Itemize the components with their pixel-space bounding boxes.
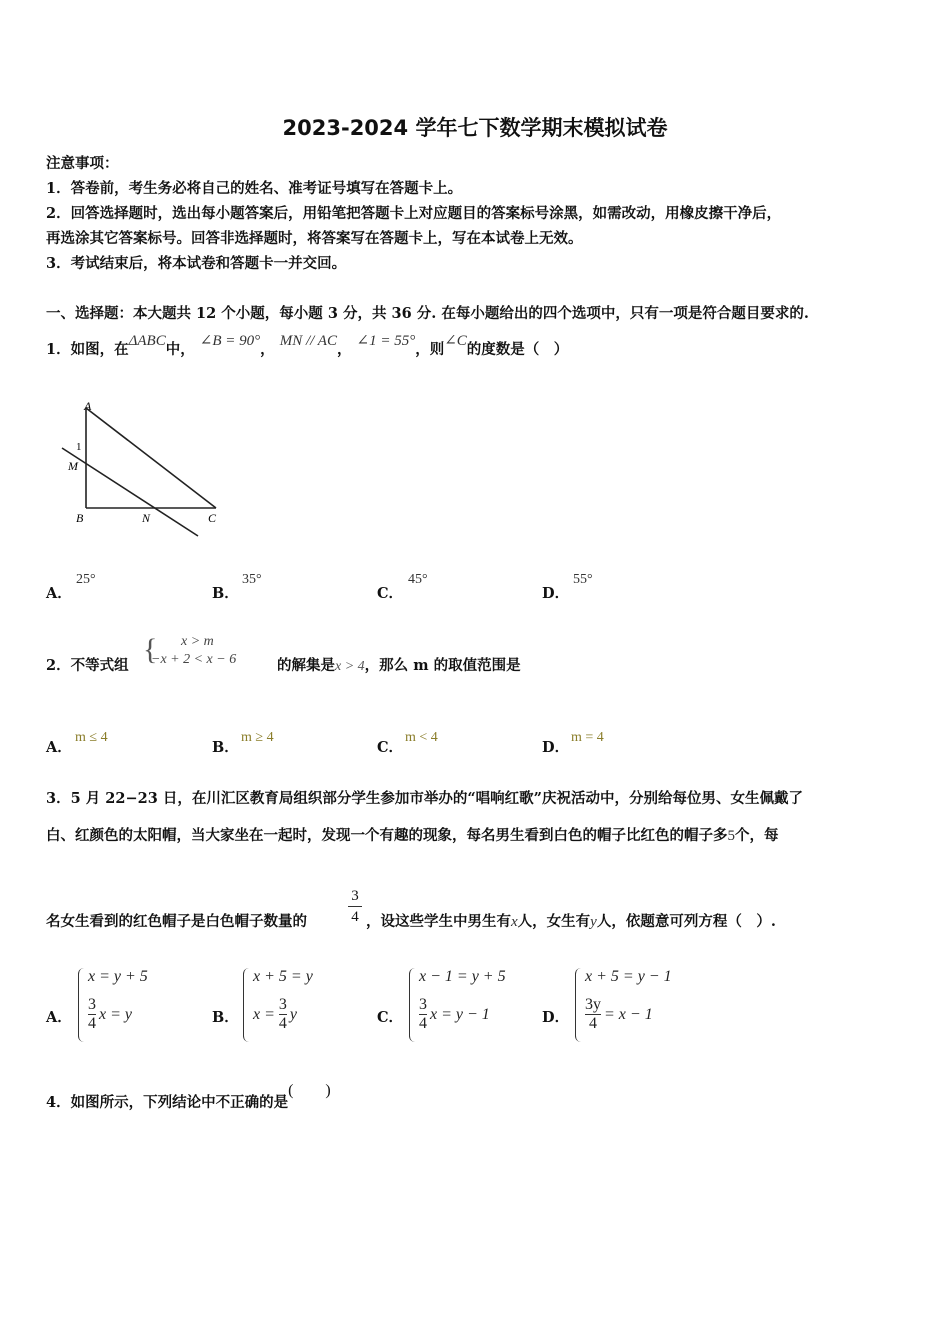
q2-mid — [277, 654, 521, 675]
q3-option-b-label: B． — [212, 1009, 239, 1026]
eq-pre: x = — [253, 1005, 279, 1023]
q1-option-c-label: C． — [377, 585, 404, 602]
q3-option-b-system — [243, 966, 353, 1046]
eq-num: 3 — [278, 996, 287, 1013]
eq-post: x = y — [99, 1005, 132, 1023]
page-title: 2023-2024 学年七下数学期末模拟试卷 — [282, 116, 668, 140]
q1-math-triangle: ΔABC — [128, 333, 166, 349]
eq-fraction — [585, 996, 601, 1033]
q1-triangle-figure — [58, 396, 228, 541]
q1-math-angle-1: ∠1 = 55° — [356, 333, 416, 349]
q4-text: 4．如图所示，下列结论中不正确的是 — [46, 1094, 289, 1111]
notice-item: 3．考试结束后，将本试卷和答题卡一并交回。 — [46, 255, 347, 272]
q2-text: 的解集是 — [277, 657, 335, 674]
q3-line-3b — [366, 910, 776, 931]
q2-system — [143, 632, 273, 672]
notice-item: 2．回答选择题时，选出每小题答案后，用铅笔把答题卡上对应题目的答案标号涂黑，如需改动，用橡皮擦干净后， — [46, 205, 782, 222]
eq-post: = x − 1 — [604, 1005, 653, 1023]
q2-option-c-label: C． — [377, 739, 404, 756]
q2-option-a-value: m ≤ 4 — [75, 730, 108, 745]
q3-option-d-label: D． — [542, 1009, 570, 1026]
q3-line-1: 3．5 月 22−23 日，在川汇区教育局组织部分学生参加市举办的“唱响红歌”庆祝活动中，分别给每位男、女生佩戴了 — [46, 790, 804, 807]
q3-text: 人，女生有 — [517, 913, 591, 930]
q1-option-a-label: A． — [46, 585, 72, 602]
label-n: N — [142, 511, 151, 525]
equation-top: x + 5 = y − 1 — [585, 968, 672, 985]
notice-heading: 注意事项： — [46, 155, 119, 172]
q3-option-d-system — [575, 966, 705, 1046]
q1-option-d-value: 55° — [573, 572, 593, 587]
q3-var-x: x — [511, 914, 518, 930]
system-brace — [575, 968, 582, 1042]
q4-paren: ( ) — [288, 1082, 331, 1099]
q2-system-bottom: −x + 2 < x − 6 — [151, 652, 237, 667]
q2-prefix: 2．不等式组 — [46, 657, 129, 674]
label-c: C — [208, 511, 217, 525]
equation-bottom — [419, 996, 490, 1033]
q3-text: 白、红颜色的太阳帽，当大家坐在一起时，发现一个有趣的现象，每名男生看到白色的帽子比红色的帽子多 — [46, 827, 728, 844]
q2-option-b-label: B． — [212, 739, 239, 756]
q3-fraction — [348, 886, 362, 927]
notice-item: 1．答卷前，考生务必将自己的姓名、准考证号填写在答题卡上。 — [46, 180, 463, 197]
q1-text: ， — [336, 341, 352, 358]
q1-text: 1．如图，在 — [46, 341, 129, 358]
q1-option-d-label: D． — [542, 585, 570, 602]
q1-math-angle-c: ∠C — [444, 333, 467, 349]
q3-fraction-den: 4 — [351, 909, 359, 925]
label-m: M — [68, 459, 78, 473]
eq-post: y — [289, 1005, 298, 1023]
q1-math-angle-b: ∠B = 90° — [199, 333, 261, 349]
equation-bottom — [88, 996, 132, 1033]
section-heading: 一、选择题：本大题共 12 个小题，每小题 3 分，共 36 分. 在每小题给出的四个选项中，只有一项是符合题目要求的. — [46, 305, 809, 322]
q2-option-d-value: m = 4 — [571, 730, 604, 745]
eq-num: 3y — [585, 996, 601, 1013]
eq-num: 3 — [419, 996, 427, 1013]
q1-option-b-label: B． — [212, 585, 239, 602]
q2-option-d-label: D． — [542, 739, 570, 756]
q3-option-a-label: A． — [46, 1009, 72, 1026]
q1-text: ，则 — [415, 341, 445, 358]
q3-number: 5 — [727, 828, 735, 844]
q2-solution: x > 4 — [335, 659, 365, 674]
label-1: 1 — [76, 441, 82, 453]
q1-option-a-value: 25° — [76, 572, 96, 587]
eq-fraction — [419, 996, 427, 1033]
question-4 — [46, 1082, 331, 1112]
eq-den: 4 — [419, 1015, 427, 1032]
q3-text: ，设这些学生中男生有 — [366, 913, 511, 930]
q3-fraction-num: 3 — [348, 886, 362, 907]
q3-option-c-label: C． — [377, 1009, 404, 1026]
eq-den: 4 — [278, 1015, 287, 1032]
equation-top: x + 5 = y — [253, 968, 313, 985]
label-a: A — [84, 399, 92, 413]
label-b: B — [76, 511, 84, 525]
q3-text: 人，依题意可列方程（ ）. — [596, 913, 776, 930]
q3-text: 个，每 — [735, 827, 779, 844]
q3-var-y: y — [590, 914, 597, 930]
q1-option-c-value: 45° — [408, 572, 428, 587]
notice-item: 再选涂其它答案标号。回答非选择题时，将答案写在答题卡上，写在本试卷上无效。 — [46, 230, 583, 247]
system-brace — [78, 968, 85, 1042]
equation-bottom — [253, 996, 297, 1033]
q1-math-parallel: MN // AC — [279, 333, 337, 349]
q3-line-2 — [46, 824, 779, 845]
q3-option-c-system — [409, 966, 539, 1046]
equation-top: x = y + 5 — [88, 968, 148, 985]
q2-brace: { — [143, 633, 158, 666]
q1-option-b-value: 35° — [242, 572, 262, 587]
eq-post: x = y − 1 — [430, 1005, 490, 1023]
eq-den: 4 — [88, 1015, 96, 1032]
q3-option-a-system — [78, 966, 188, 1046]
q1-text: 中， — [165, 341, 195, 358]
q1-text: ， — [260, 341, 275, 358]
equation-bottom — [585, 996, 653, 1033]
eq-num: 3 — [88, 996, 96, 1013]
eq-den: 4 — [589, 1015, 597, 1032]
q2-option-b-value: m ≥ 4 — [241, 730, 274, 745]
question-1 — [46, 333, 569, 359]
q2-option-a-label: A． — [46, 739, 72, 756]
q1-text: 的度数是（ ） — [466, 341, 569, 358]
equation-top: x − 1 = y + 5 — [419, 968, 506, 985]
system-brace — [243, 968, 250, 1042]
q3-line-3 — [46, 910, 307, 931]
q2-system-top: x > m — [181, 634, 214, 649]
eq-fraction — [279, 996, 287, 1033]
q3-text: 名女生看到的红色帽子是白色帽子数量的 — [46, 913, 307, 930]
q2-text: ，那么 m 的取值范围是 — [364, 657, 521, 674]
q2-option-c-value: m < 4 — [405, 730, 438, 745]
eq-fraction — [88, 996, 96, 1033]
system-brace — [409, 968, 416, 1042]
